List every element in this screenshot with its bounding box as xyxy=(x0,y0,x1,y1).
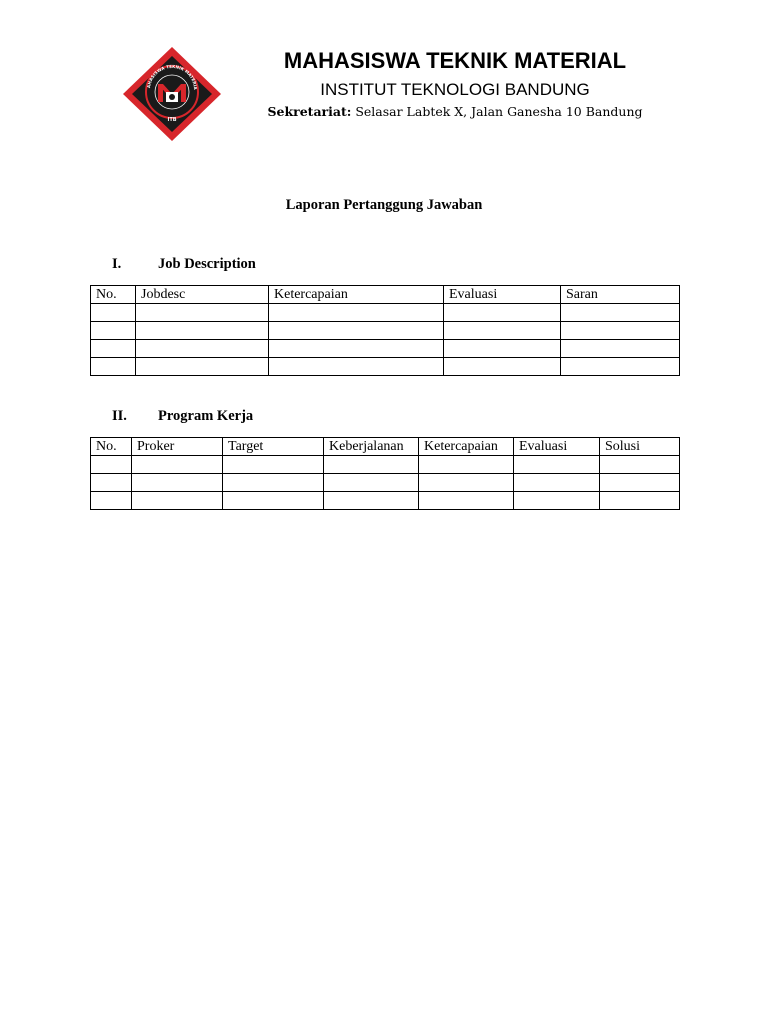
table-cell xyxy=(269,358,444,376)
table-cell xyxy=(561,322,680,340)
table-cell xyxy=(444,322,561,340)
address-label: Sekretariat: xyxy=(267,104,352,119)
table-cell xyxy=(419,456,514,474)
table-row xyxy=(91,340,680,358)
column-header: No. xyxy=(91,286,136,304)
org-name: MAHASISWA TEKNIK MATERIAL xyxy=(283,48,627,73)
table-cell xyxy=(91,492,132,510)
section-title: Program Kerja xyxy=(158,408,254,424)
section-number: II. xyxy=(112,408,127,424)
section-heading-job-description xyxy=(112,256,256,273)
table-cell xyxy=(91,474,132,492)
table-cell xyxy=(444,358,561,376)
table-cell xyxy=(561,340,680,358)
column-header: Saran xyxy=(561,286,680,304)
table-cell xyxy=(91,456,132,474)
table-cell xyxy=(223,474,324,492)
table-cell xyxy=(419,492,514,510)
address-text: Selasar Labtek X, Jalan Ganesha 10 Bandung xyxy=(351,104,643,119)
table-cell xyxy=(136,340,269,358)
table-header-row xyxy=(91,286,680,304)
table-cell xyxy=(91,358,136,376)
table-cell xyxy=(561,358,680,376)
table-cell xyxy=(514,474,600,492)
table-cell xyxy=(514,456,600,474)
column-header: Jobdesc xyxy=(136,286,269,304)
table-row xyxy=(91,456,680,474)
table-cell xyxy=(269,322,444,340)
table-cell xyxy=(324,474,419,492)
table-cell xyxy=(269,340,444,358)
logo-ring-text: AHASISWA TEKNIK MATERIA xyxy=(146,63,199,90)
column-header: Ketercapaian xyxy=(419,438,514,456)
table-cell xyxy=(269,304,444,322)
table-cell xyxy=(91,322,136,340)
column-header: Proker xyxy=(132,438,223,456)
column-header: Ketercapaian xyxy=(269,286,444,304)
table-cell xyxy=(132,492,223,510)
column-header: No. xyxy=(91,438,132,456)
institution-name: INSTITUT TEKNOLOGI BANDUNG xyxy=(320,80,590,99)
column-header: Evaluasi xyxy=(514,438,600,456)
table-cell xyxy=(136,322,269,340)
logo-bottom-text: ITB xyxy=(167,117,177,123)
table-cell xyxy=(444,340,561,358)
himpunan-logo xyxy=(122,46,222,142)
section-title: Job Description xyxy=(158,256,256,272)
table-row xyxy=(91,322,680,340)
table-cell xyxy=(223,456,324,474)
table-header-row xyxy=(91,438,680,456)
job-description-table xyxy=(90,285,680,376)
table-cell xyxy=(324,456,419,474)
section-number: I. xyxy=(112,256,122,272)
table-row xyxy=(91,304,680,322)
column-header: Target xyxy=(223,438,324,456)
table-cell xyxy=(600,492,680,510)
table-cell xyxy=(561,304,680,322)
program-kerja-table xyxy=(90,437,680,510)
table-cell xyxy=(132,456,223,474)
table-cell xyxy=(444,304,561,322)
table-cell xyxy=(223,492,324,510)
table-cell xyxy=(419,474,514,492)
column-header: Evaluasi xyxy=(444,286,561,304)
table-cell xyxy=(91,340,136,358)
table-cell xyxy=(514,492,600,510)
column-header: Keberjalanan xyxy=(324,438,419,456)
table-cell xyxy=(600,456,680,474)
report-title: Laporan Pertanggung Jawaban xyxy=(285,197,483,213)
secretariat-address xyxy=(230,104,680,119)
table-cell xyxy=(91,304,136,322)
table-cell xyxy=(136,304,269,322)
table-row xyxy=(91,474,680,492)
table-row xyxy=(91,492,680,510)
table-cell xyxy=(136,358,269,376)
table-cell xyxy=(600,474,680,492)
table-cell xyxy=(132,474,223,492)
section-heading-program-kerja xyxy=(112,408,253,425)
table-cell xyxy=(324,492,419,510)
column-header: Solusi xyxy=(600,438,680,456)
table-row xyxy=(91,358,680,376)
